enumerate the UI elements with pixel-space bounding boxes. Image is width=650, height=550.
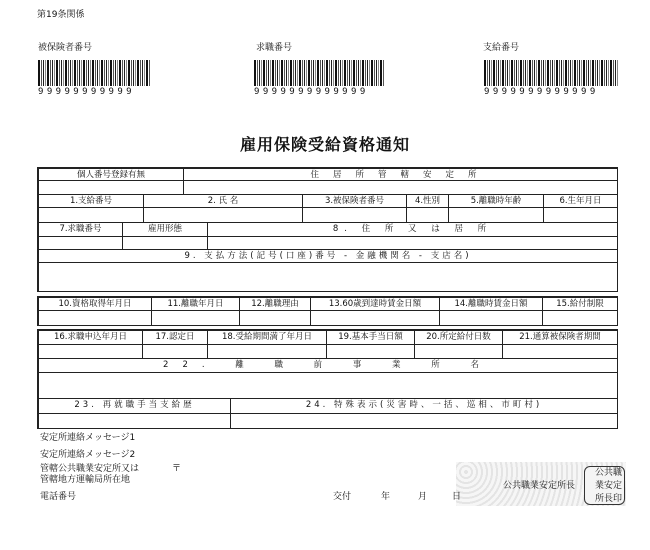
reemployment-history-header: 23. 再就職手当支給歴 (38, 398, 231, 414)
wage-at-separation-value (439, 310, 543, 326)
separation-reason-header: 12.離職理由 (239, 297, 311, 311)
payment-method-header: 9. 支払方法(記号(口座)番号 - 金融機関名 - 支店名) (38, 249, 618, 263)
insured-period-header: 21.通算被保険者期間 (502, 330, 618, 345)
benefit-days-value (414, 344, 503, 359)
basic-allowance-header: 19.基本手当日額 (326, 330, 415, 345)
seal-line-3: 所長印 (594, 494, 622, 504)
insured-number-value (302, 207, 407, 223)
mynumber-header: 個人番号登録有無 (38, 168, 184, 181)
benefit-days-header: 20.所定給付日数 (414, 330, 503, 345)
age-value (448, 207, 544, 223)
job-number-digits: 9999999999999 (254, 87, 369, 97)
insured-number-label: 被保険者番号 (38, 43, 93, 53)
name-header: 2. 氏 名 (143, 194, 303, 208)
office-chief-label: 公共職業安定所長 (503, 481, 576, 491)
payment-number-digits: 9999999999999 (484, 87, 599, 97)
age-header: 5.離職時年齢 (448, 194, 544, 208)
job-number-label: 求職番号 (256, 43, 293, 53)
period-expiry-header: 18.受給期間満了年月日 (207, 330, 327, 345)
job-number-value (38, 236, 123, 250)
office-message-2: 安定所連絡メッセージ2 (40, 450, 136, 460)
special-notes-value (230, 413, 618, 429)
special-notes-header: 24. 特殊表示(災害時、一括、巡相、市町村) (230, 398, 618, 414)
payment-number-barcode (484, 60, 618, 86)
phone-label: 電話番号 (40, 492, 77, 502)
previous-employer-value (38, 372, 618, 399)
issued-year-label: 年 (381, 492, 391, 502)
official-seal (584, 466, 625, 505)
seal-line-2: 業安定 (594, 481, 622, 491)
office-header: 住居所管轄安定所 (183, 168, 618, 181)
document-title: 雇用保険受給資格通知 (239, 135, 410, 154)
mynumber-value (38, 180, 184, 195)
employment-type-value (122, 236, 208, 250)
acquisition-date-header: 10.資格取得年月日 (38, 297, 152, 311)
wage-at-separation-header: 14.離職時賃金日額 (439, 297, 543, 311)
office-address-label-1: 管轄公共職業安定所又は (40, 464, 140, 474)
acquisition-date-value (38, 310, 152, 326)
basic-allowance-value (326, 344, 415, 359)
insured-number-header: 3.被保険者番号 (302, 194, 407, 208)
certification-day-header: 17.認定日 (142, 330, 208, 345)
reemployment-history-value (38, 413, 231, 429)
insured-number-digits: 99999999999 (38, 87, 136, 97)
insured-number-barcode (38, 60, 151, 86)
office-value (183, 180, 618, 195)
name-value (143, 207, 303, 223)
payment-number-value (38, 207, 144, 223)
job-number-header: 7.求職番号 (38, 222, 123, 237)
wage-at-60-header: 13.60歳到達時賃金日額 (310, 297, 440, 311)
separation-date-header: 11.離職年月日 (151, 297, 240, 311)
application-date-header: 16.求職申込年月日 (38, 330, 143, 345)
benefit-restriction-header: 15.給付制限 (542, 297, 618, 311)
issued-month-label: 月 (418, 492, 428, 502)
birthdate-header: 6.生年月日 (543, 194, 618, 208)
payment-method-value (38, 262, 618, 292)
payment-number-label: 支給番号 (483, 43, 520, 53)
certification-day-value (142, 344, 208, 359)
birthdate-value (543, 207, 618, 223)
employment-type-header: 雇用形態 (122, 222, 208, 237)
article-label: 第19条関係 (37, 10, 85, 20)
separation-date-value (151, 310, 240, 326)
application-date-value (38, 344, 143, 359)
issued-day-label: 日 (452, 492, 462, 502)
office-message-1: 安定所連絡メッセージ1 (40, 433, 136, 443)
issued-label: 交付 (333, 492, 352, 502)
postal-mark: 〒 (172, 464, 182, 474)
separation-reason-value (239, 310, 311, 326)
benefit-restriction-value (542, 310, 618, 326)
period-expiry-value (207, 344, 327, 359)
gender-header: 4.性別 (406, 194, 449, 208)
address-value (207, 236, 618, 250)
gender-value (406, 207, 449, 223)
job-number-barcode (254, 60, 384, 86)
address-header: 8. 住 所 又 は 居 所 (207, 222, 618, 237)
payment-number-header: 1.支給番号 (38, 194, 144, 208)
wage-at-60-value (310, 310, 440, 326)
office-address-label-2: 管轄地方運輸局所在地 (40, 475, 131, 485)
previous-employer-header: 22. 離 職 前 事 業 所 名 (38, 358, 618, 373)
insured-period-value (502, 344, 618, 359)
seal-line-1: 公共職 (594, 468, 622, 478)
